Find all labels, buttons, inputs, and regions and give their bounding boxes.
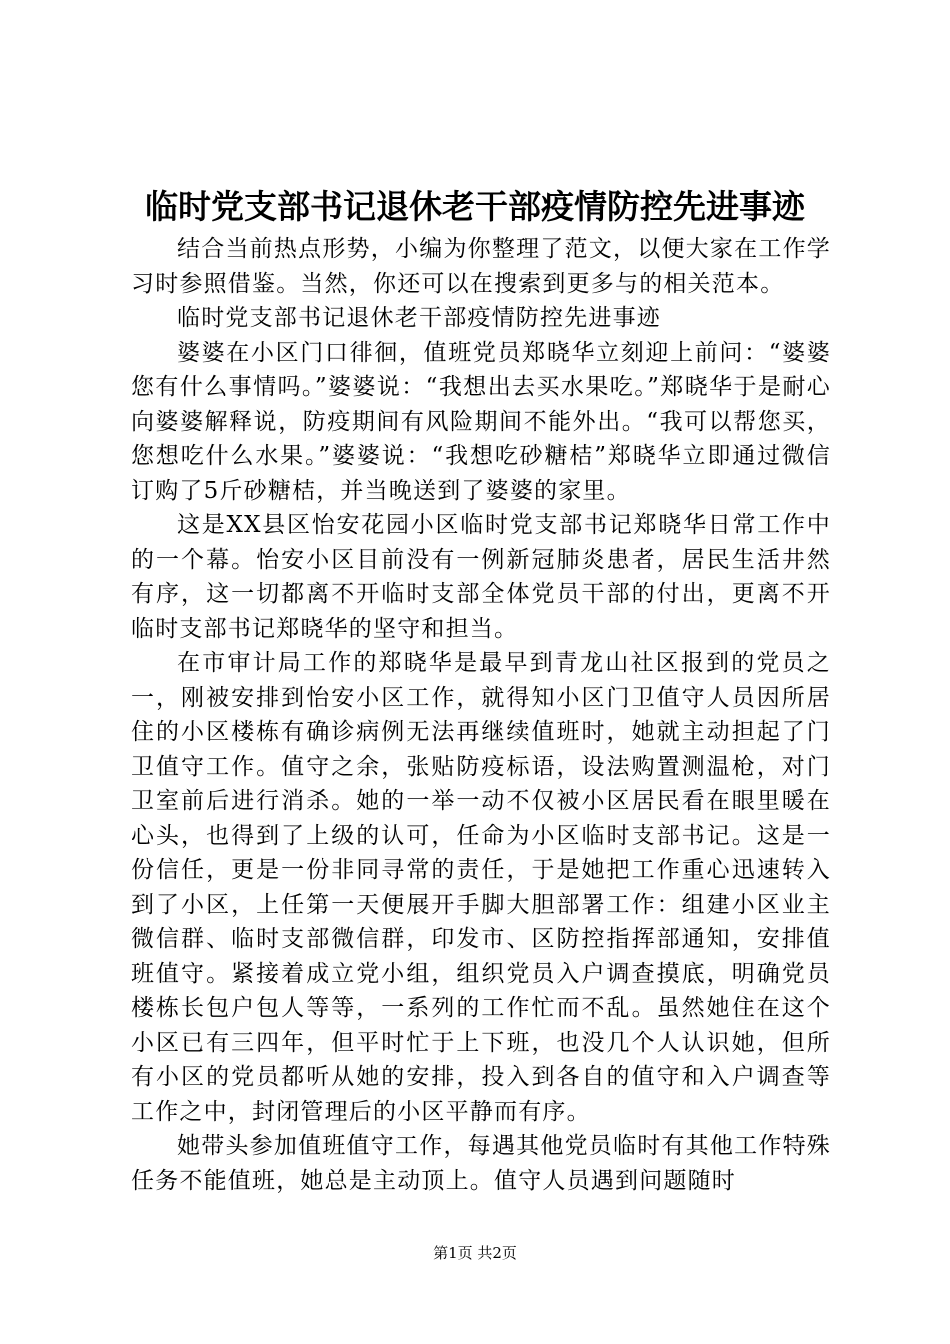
body-paragraph: 这是XX县区怡安花园小区临时党支部书记郑晓华日常工作中的一个幕。怡安小区目前没有一例新冠肺炎患者，居民生活井然有序，这一切都离不开临时支部全体党员干部的付出，更离不开临时支部书记郑晓华的坚守和担当。 [131,512,831,642]
document-body [131,232,831,1198]
body-paragraph: 婆婆在小区门口徘徊，值班党员郑晓华立刻迎上前问：“婆婆您有什么事情吗。”婆婆说：“我想出去买水果吃。”郑晓华于是耐心向婆婆解释说，防疫期间有风险期间不能外出。“我可以帮您买，您想吃什么水果。”婆婆说：“我想吃砂糖桔”郑晓华立即通过微信订购了5斤砂糖桔，并当晚送到了婆婆的家里。 [131,339,831,504]
body-paragraph: 她带头参加值班值守工作，每遇其他党员临时有其他工作特殊任务不能值班，她总是主动顶上。值守人员遇到问题随时 [131,1133,831,1194]
subtitle-paragraph: 临时党支部书记退休老干部疫情防控先进事迹 [177,305,661,331]
document-title: 临时党支部书记退休老干部疫情防控先进事迹 [145,187,805,226]
intro-paragraph: 结合当前热点形势，小编为你整理了范文，以便大家在工作学习时参照借鉴。当然，你还可以在搜索到更多与的相关范本。 [131,236,831,297]
body-paragraph: 在市审计局工作的郑晓华是最早到青龙山社区报到的党员之一，刚被安排到怡安小区工作，就得知小区门卫值守人员因所居住的小区楼栋有确诊病例无法再继续值班时，她就主动担起了门卫值守工作。值守之余，张贴防疫标语，设法购置测温枪，对门卫室前后进行消杀。她的一举一动不仅被小区居民看在眼里暖在心头，也得到了上级的认可，任命为小区临时支部书记。这是一份信任，更是一份非同寻常的责任，于是她把工作重心迅速转入到了小区，上任第一天便展开手脚大胆部署工作：组建小区业主微信群、临时支部微信群，印发市、区防控指挥部通知，安排值班值守。紧接着成立党小组，组织党员入户调查摸底，明确党员楼栋长包户包人等等，一系列的工作忙而不乱。虽然她住在这个小区已有三四年，但平时忙于上下班，也没几个人认识她，但所有小区的党员都听从她的安排，投入到各自的值守和入户调查等工作之中，封闭管理后的小区平静而有序。 [131,650,831,1125]
page-number-footer: 第1页 共2页 [433,1244,517,1262]
